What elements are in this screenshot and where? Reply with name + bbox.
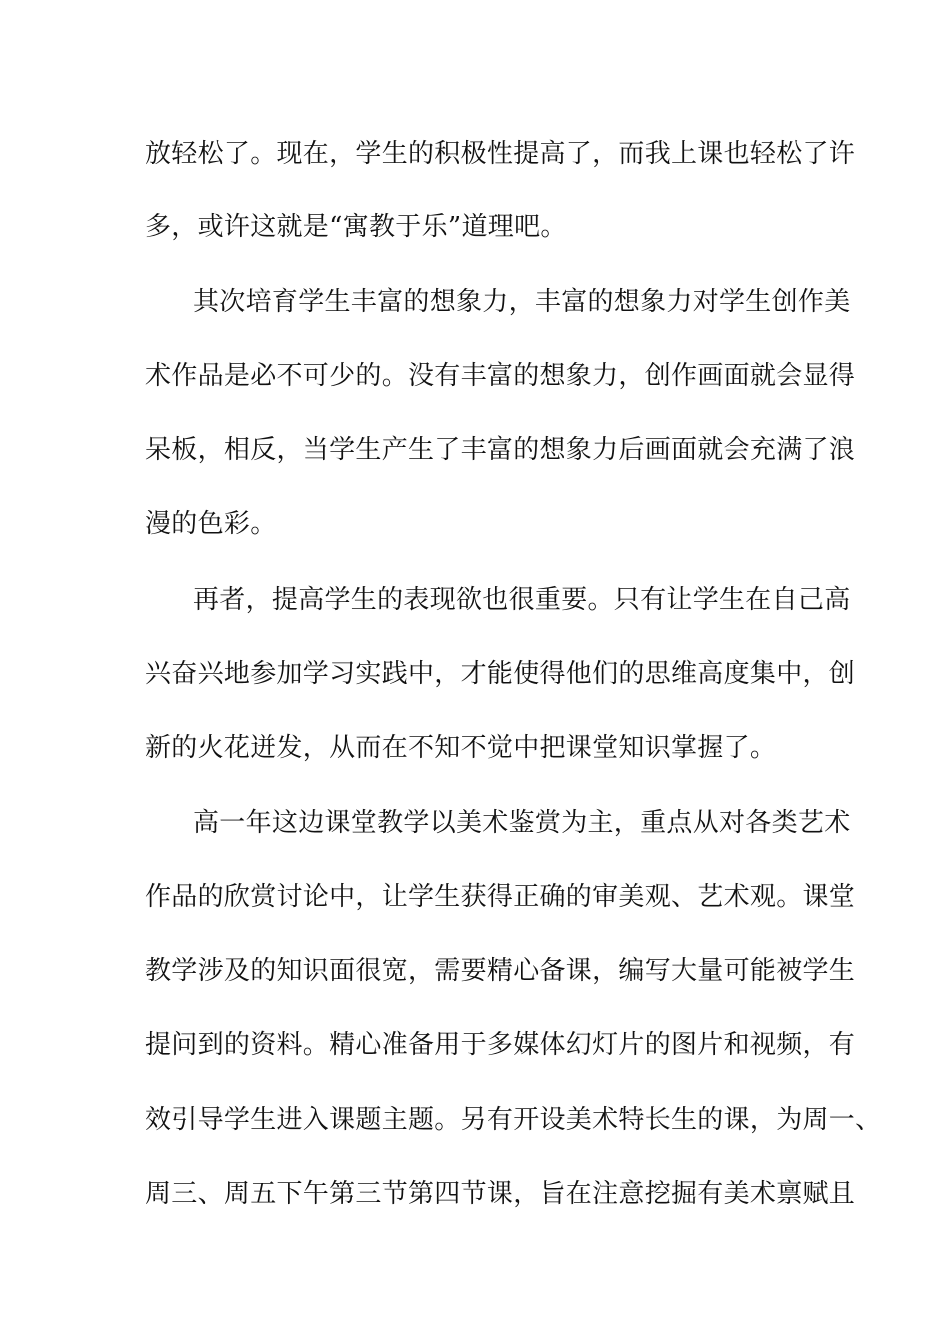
- paragraph-first-line: 高一年这边课堂教学以美术鉴赏为主，重点从对各类艺术: [193, 808, 851, 838]
- text-line: 放轻松了。现在，学生的积极性提高了，而我上课也轻松了许: [145, 139, 856, 169]
- text-line: 新的火花迸发，从而在不知不觉中把课堂知识掌握了。: [145, 733, 777, 763]
- text-line: 教学涉及的知识面很宽，需要精心备课，编写大量可能被学生: [145, 956, 856, 986]
- text-line: 周三、周五下午第三节第四节课，旨在注意挖掘有美术禀赋且: [145, 1179, 856, 1209]
- text-line: 作品的欣赏讨论中，让学生获得正确的审美观、艺术观。课堂: [145, 882, 856, 912]
- text-line: 提问到的资料。精心准备用于多媒体幻灯片的图片和视频，有: [145, 1030, 856, 1060]
- text-line: 兴奋兴地参加学习实践中，才能使得他们的思维高度集中，创: [145, 659, 856, 689]
- text-line: 呆板，相反，当学生产生了丰富的想象力后画面就会充满了浪: [145, 435, 856, 465]
- text-line: 效引导学生进入课题主题。另有开设美术特长生的课，为周一、: [145, 1105, 882, 1135]
- text-line: 术作品是必不可少的。没有丰富的想象力，创作画面就会显得: [145, 361, 856, 391]
- text-line: 多，或许这就是“寓教于乐”道理吧。: [145, 212, 567, 242]
- text-line: 漫的色彩。: [145, 509, 277, 539]
- paragraph-first-line: 再者，提高学生的表现欲也很重要。只有让学生在自己高: [193, 585, 851, 615]
- paragraph-first-line: 其次培育学生丰富的想象力，丰富的想象力对学生创作美: [193, 287, 851, 317]
